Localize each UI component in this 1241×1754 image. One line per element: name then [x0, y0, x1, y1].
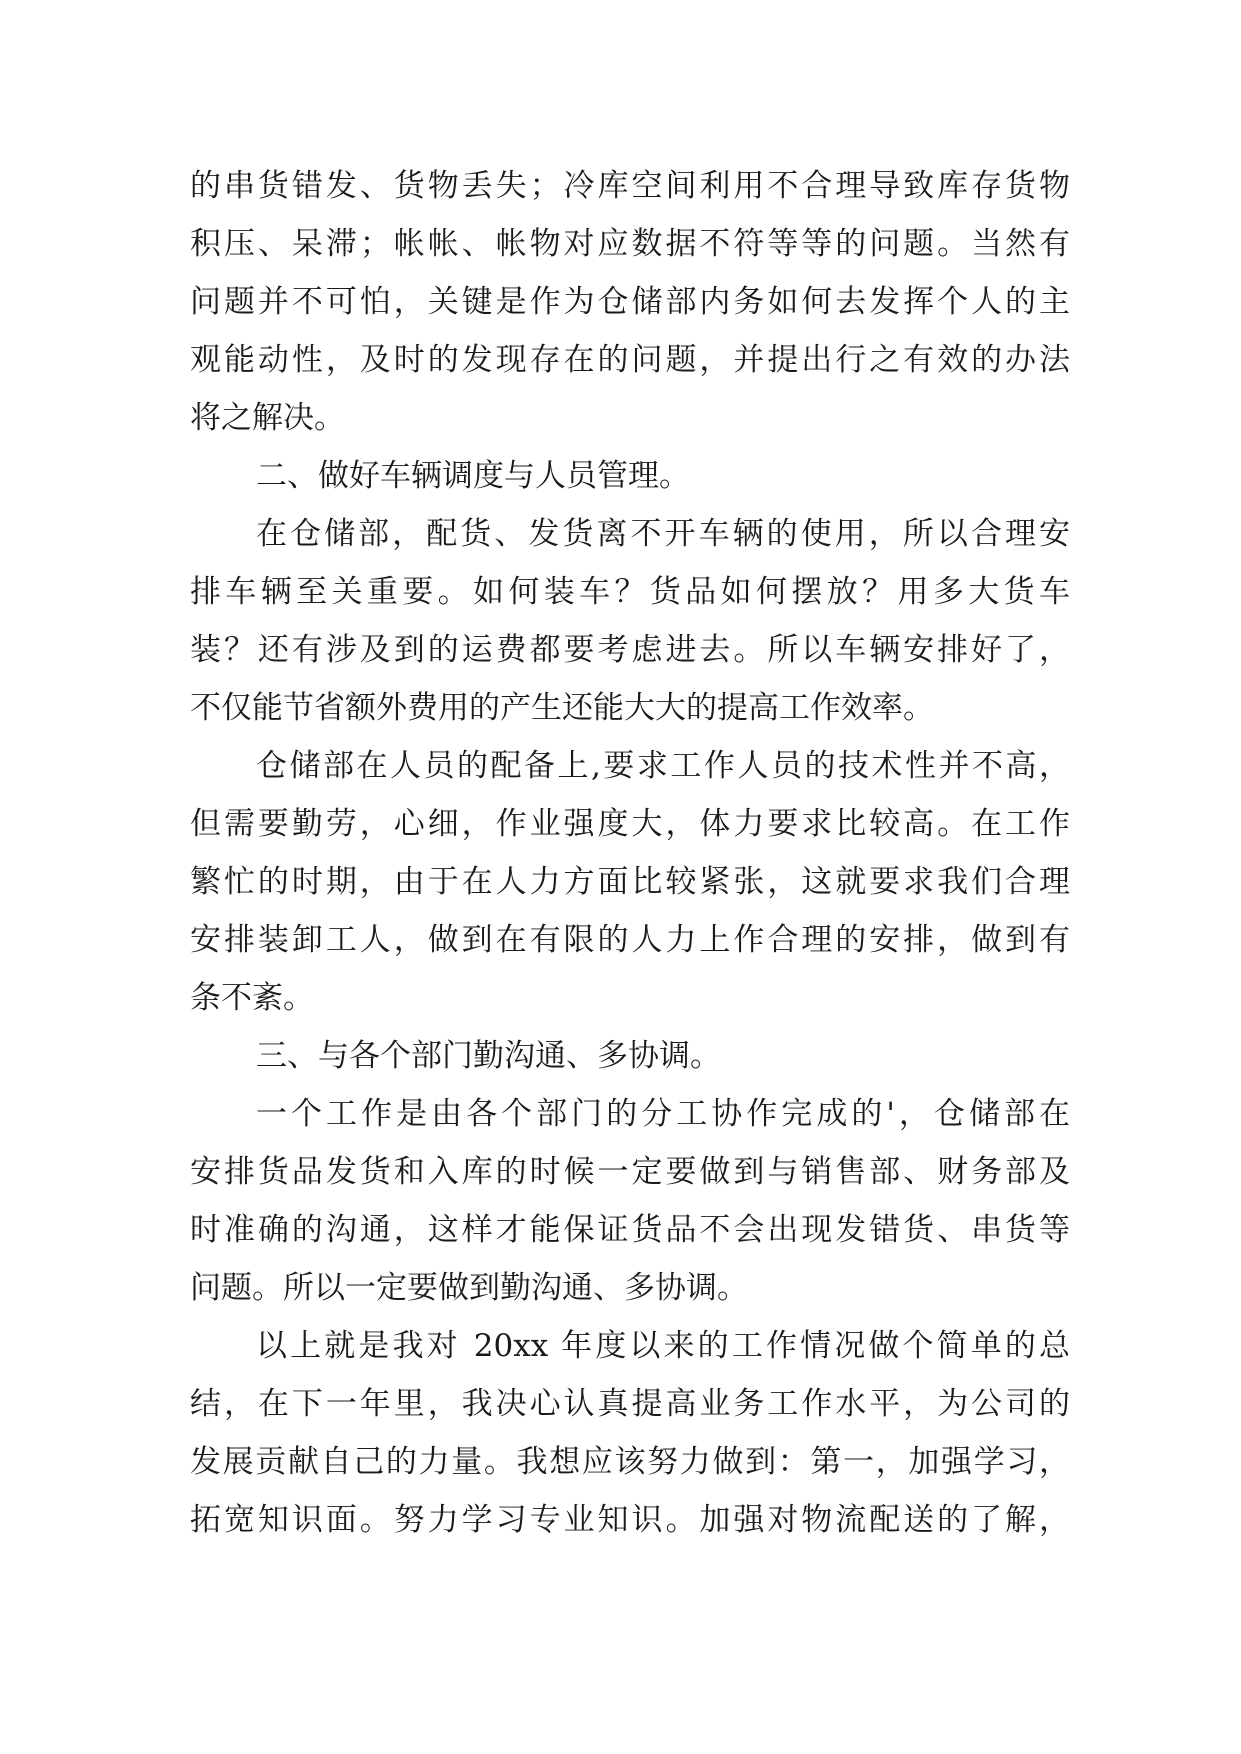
text-line: 二、做好车辆调度与人员管理。	[256, 458, 690, 494]
text-line: 但需要勤劳，心细，作业强度大，体力要求比较高。在工作	[190, 806, 1070, 842]
text-line: 繁忙的时期，由于在人力方面比较紧张，这就要求我们合理	[190, 864, 1070, 900]
text-line: 拓宽知识面。努力学习专业知识。加强对物流配送的了解，	[190, 1502, 1070, 1538]
text-line: 问题。所以一定要做到勤沟通、多协调。	[190, 1270, 748, 1306]
text-line: 排车辆至关重要。如何装车？货品如何摆放？用多大货车	[190, 574, 1070, 610]
text-line: 积压、呆滞；帐帐、帐物对应数据不符等等的问题。当然有	[190, 226, 1070, 262]
text-line: 以上就是我对 20xx 年度以来的工作情况做个简单的总	[256, 1328, 1070, 1364]
text-line: 条不紊。	[190, 980, 314, 1016]
text-line: 安排货品发货和入库的时候一定要做到与销售部、财务部及	[190, 1154, 1070, 1190]
text-line: 仓储部在人员的配备上,要求工作人员的技术性并不高，	[256, 748, 1070, 784]
text-line: 不仅能节省额外费用的产生还能大大的提高工作效率。	[190, 690, 934, 726]
text-line: 时准确的沟通，这样才能保证货品不会出现发错货、串货等	[190, 1212, 1070, 1248]
document-body	[190, 157, 1070, 1549]
text-line: 一个工作是由各个部门的分工协作完成的'，仓储部在	[256, 1096, 1070, 1132]
text-line: 观能动性，及时的发现存在的问题，并提出行之有效的办法	[190, 342, 1070, 378]
text-line: 结，在下一年里，我决心认真提高业务工作水平，为公司的	[190, 1386, 1070, 1422]
text-line: 三、与各个部门勤沟通、多协调。	[256, 1038, 721, 1074]
text-line: 将之解决。	[190, 400, 345, 436]
text-line: 安排装卸工人，做到在有限的人力上作合理的安排，做到有	[190, 922, 1070, 958]
text-line: 在仓储部，配货、发货离不开车辆的使用，所以合理安	[256, 516, 1070, 552]
text-line: 的串货错发、货物丢失；冷库空间利用不合理导致库存货物	[190, 168, 1070, 204]
text-line: 发展贡献自己的力量。我想应该努力做到：第一，加强学习，	[190, 1444, 1070, 1480]
text-line: 问题并不可怕，关键是作为仓储部内务如何去发挥个人的主	[190, 284, 1070, 320]
text-line: 装？还有涉及到的运费都要考虑进去。所以车辆安排好了，	[190, 632, 1070, 668]
